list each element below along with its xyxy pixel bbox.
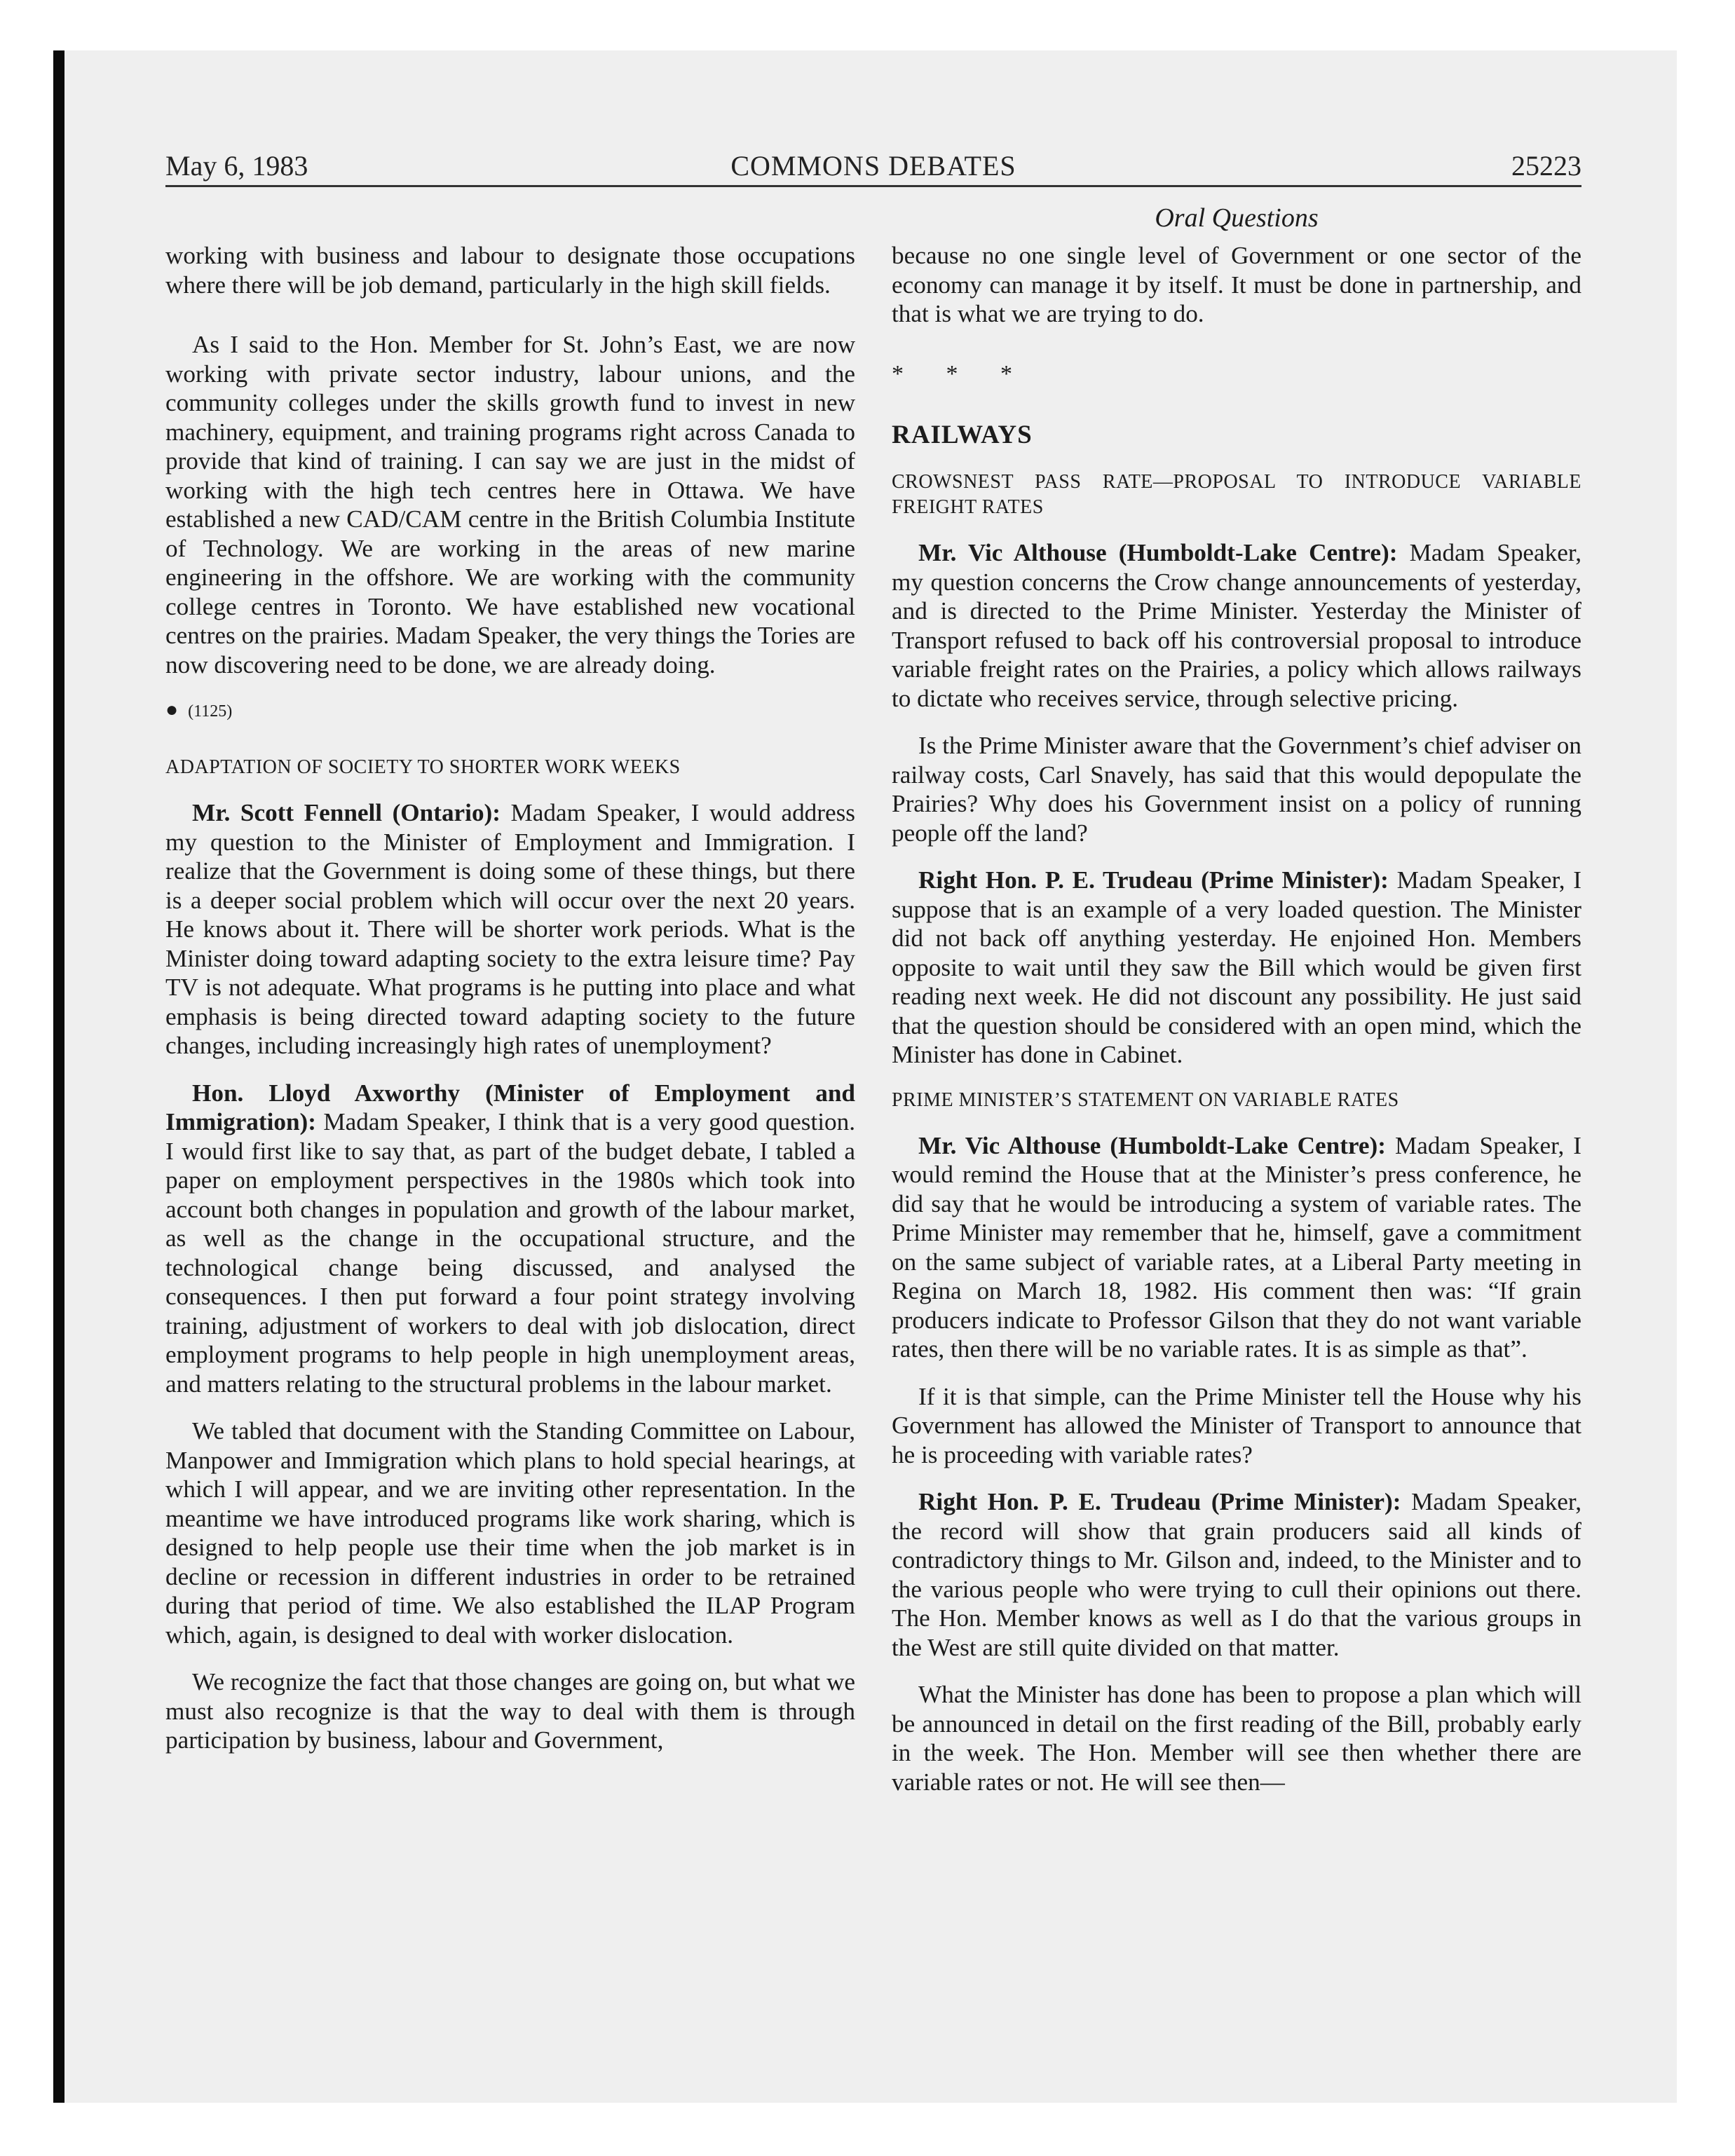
time-marker xyxy=(165,697,855,724)
paragraph: working with business and labour to designate those occupations where there will be job demand, particularly in the high skill fields. xyxy=(165,242,855,299)
header-rule xyxy=(165,185,1581,187)
paragraph xyxy=(892,866,1581,1070)
page-header xyxy=(165,147,1581,185)
speech-text: Madam Speaker, I think that is a very good question. I would first like to say that, as part of the budget debate, I tabled a paper on employment perspectives in the 1980s which took into account both changes in population and growth of the labour market, as well as the change in the occupational structure, and the technological change being discussed, and analysed the consequences. I then put forward a four point strategy involving training, adjustment of workers to deal with job dislocation, direct employment programs to help people in high unemployment areas, and matters relating to the structural problems in the labour market. xyxy=(165,1108,855,1398)
paragraph: If it is that simple, can the Prime Minister tell the House why his Government has allowed the Minister of Transport to announce that he is proceeding with variable rates? xyxy=(892,1382,1581,1468)
speech-text: Madam Speaker, my question concerns the Crow change announcements of yesterday, and is directed to the Prime Minister. Yesterday the Minister of Transport refused to back off his controversial proposal to introduce variable freight rates on the Prairies, a policy which allows railways to dictate who receives service, through selective pricing. xyxy=(892,539,1581,712)
speaker-name: Mr. Scott Fennell (Ontario): xyxy=(192,799,501,826)
section-break-stars: * * * xyxy=(892,360,1030,387)
paragraph xyxy=(892,1487,1581,1662)
scan-edge-bar xyxy=(53,50,64,2103)
section-heading: RAILWAYS xyxy=(892,421,1033,449)
section-subheading: ADAPTATION OF SOCIETY TO SHORTER WORK WEEKS xyxy=(165,756,681,778)
paragraph xyxy=(892,1131,1581,1364)
speech-text: Madam Speaker, I would address my question to the Minister of Employment and Immigration. I realize that the Government is doing some of these things, but there is a deeper social problem which will occur over the next 20 years. He knows about it. There will be shorter work periods. What is the Minister doing toward adapting society to the extra leisure time? Pay TV is not adequate. What programs is he putting into place and what emphasis is being directed toward adapting society to the future changes, including increasingly high rates of unemployment? xyxy=(165,799,855,1059)
paragraph: What the Minister has done has been to propose a plan which will be announced in detail on the first reading of the Bill, probably early in the week. The Hon. Member will see then whether there are variable rates or not. He will see then— xyxy=(892,1681,1581,1796)
speech-text: Madam Speaker, the record will show that grain producers said all kinds of contradictory things to Mr. Gilson and, indeed, to the Minister and to the various people who were trying to cull their opinions out there. The Hon. Member knows as well as I do that the various groups in the West are still quite divided on that matter. xyxy=(892,1488,1582,1661)
section-subheading: CROWSNEST PASS RATE—PROPOSAL TO INTRODUCE VARIABLE FREIGHT RATES xyxy=(892,471,1581,518)
left-column xyxy=(165,241,855,1755)
header-page-number: 25223 xyxy=(1511,150,1581,182)
paragraph: because no one single level of Government or one sector of the economy can manage it by itself. It must be done in partnership, and that is what we are trying to do. xyxy=(892,242,1581,327)
header-date: May 6, 1983 xyxy=(165,150,308,182)
paragraph: We tabled that document with the Standing Committee on Labour, Manpower and Immigration which plans to hold special hearings, at which I will appear, and we are inviting other representation. In the meantime we have introduced programs like work sharing, which is designed to help people use their time when the job market is in decline or recession in different industries in order to be retrained during that period of time. We also established the ILAP Program which, again, is designed to deal with worker dislocation. xyxy=(165,1417,855,1649)
paragraph xyxy=(165,798,855,1060)
speech-text: Madam Speaker, I would remind the House that at the Minister’s press conference, he did say that he would be introducing a system of variable rates. The Prime Minister may remember that he, himself, gave a commitment on the same subject of variable rates, at a Liberal Party meeting in Regina on March 18, 1982. His comment then was: “If grain producers indicate to Professor Gilson that they do not want variable rates, then there will be no variable rates. It is as simple as that”. xyxy=(892,1131,1581,1363)
time-marker-text: (1125) xyxy=(188,702,233,721)
speaker-name: Right Hon. P. E. Trudeau (Prime Minister): xyxy=(918,866,1389,894)
speaker-name: Hon. Lloyd Axworthy (Minister of Employment and Immigration): xyxy=(165,1079,855,1135)
header-publication: COMMONS DEBATES xyxy=(730,150,1016,182)
paragraph xyxy=(165,1079,855,1399)
bullet-icon: ● xyxy=(165,698,179,721)
speaker-name: Right Hon. P. E. Trudeau (Prime Minister): xyxy=(918,1488,1401,1515)
paragraph: Is the Prime Minister aware that the Government’s chief adviser on railway costs, Carl Snavely, has said that this would depopulate the Prairies? Why does his Government insist on a policy of running people off the land? xyxy=(892,732,1581,847)
right-column xyxy=(892,241,1581,1796)
speaker-name: Mr. Vic Althouse (Humboldt-Lake Centre): xyxy=(918,1131,1386,1159)
paragraph xyxy=(892,538,1581,713)
paragraph: As I said to the Hon. Member for St. John’s East, we are now working with private sector industry, labour unions, and the community colleges under the skills growth fund to invest in new machinery, equipment, and training programs right across Canada to provide that kind of training. I can say we are just in the midst of working with the high tech centres here in Ottawa. We have established a new CAD/CAM centre in the British Columbia Institute of Technology. We are working in the areas of new marine engineering in the offshore. We are working with the community college centres in Toronto. We have established new vocational centres on the prairies. Madam Speaker, the very things the Tories are now discovering need to be done, we are already doing. xyxy=(165,331,855,678)
speech-text: Madam Speaker, I suppose that is an example of a very loaded question. The Minister did not back off anything yesterday. He enjoined Hon. Members opposite to wait until they saw the Bill which would be given first reading next week. He did not discount any possibility. He just said that the question should be considered with an open mind, which the Minister has done in Cabinet. xyxy=(892,866,1582,1068)
speaker-name: Mr. Vic Althouse (Humboldt-Lake Centre): xyxy=(918,539,1398,566)
paragraph: We recognize the fact that those changes are going on, but what we must also recognize is that the way to deal with them is through participation by business, labour and Government, xyxy=(165,1668,855,1754)
running-head: Oral Questions xyxy=(1155,203,1319,233)
section-subheading: PRIME MINISTER’S STATEMENT ON VARIABLE RATES xyxy=(892,1089,1399,1111)
